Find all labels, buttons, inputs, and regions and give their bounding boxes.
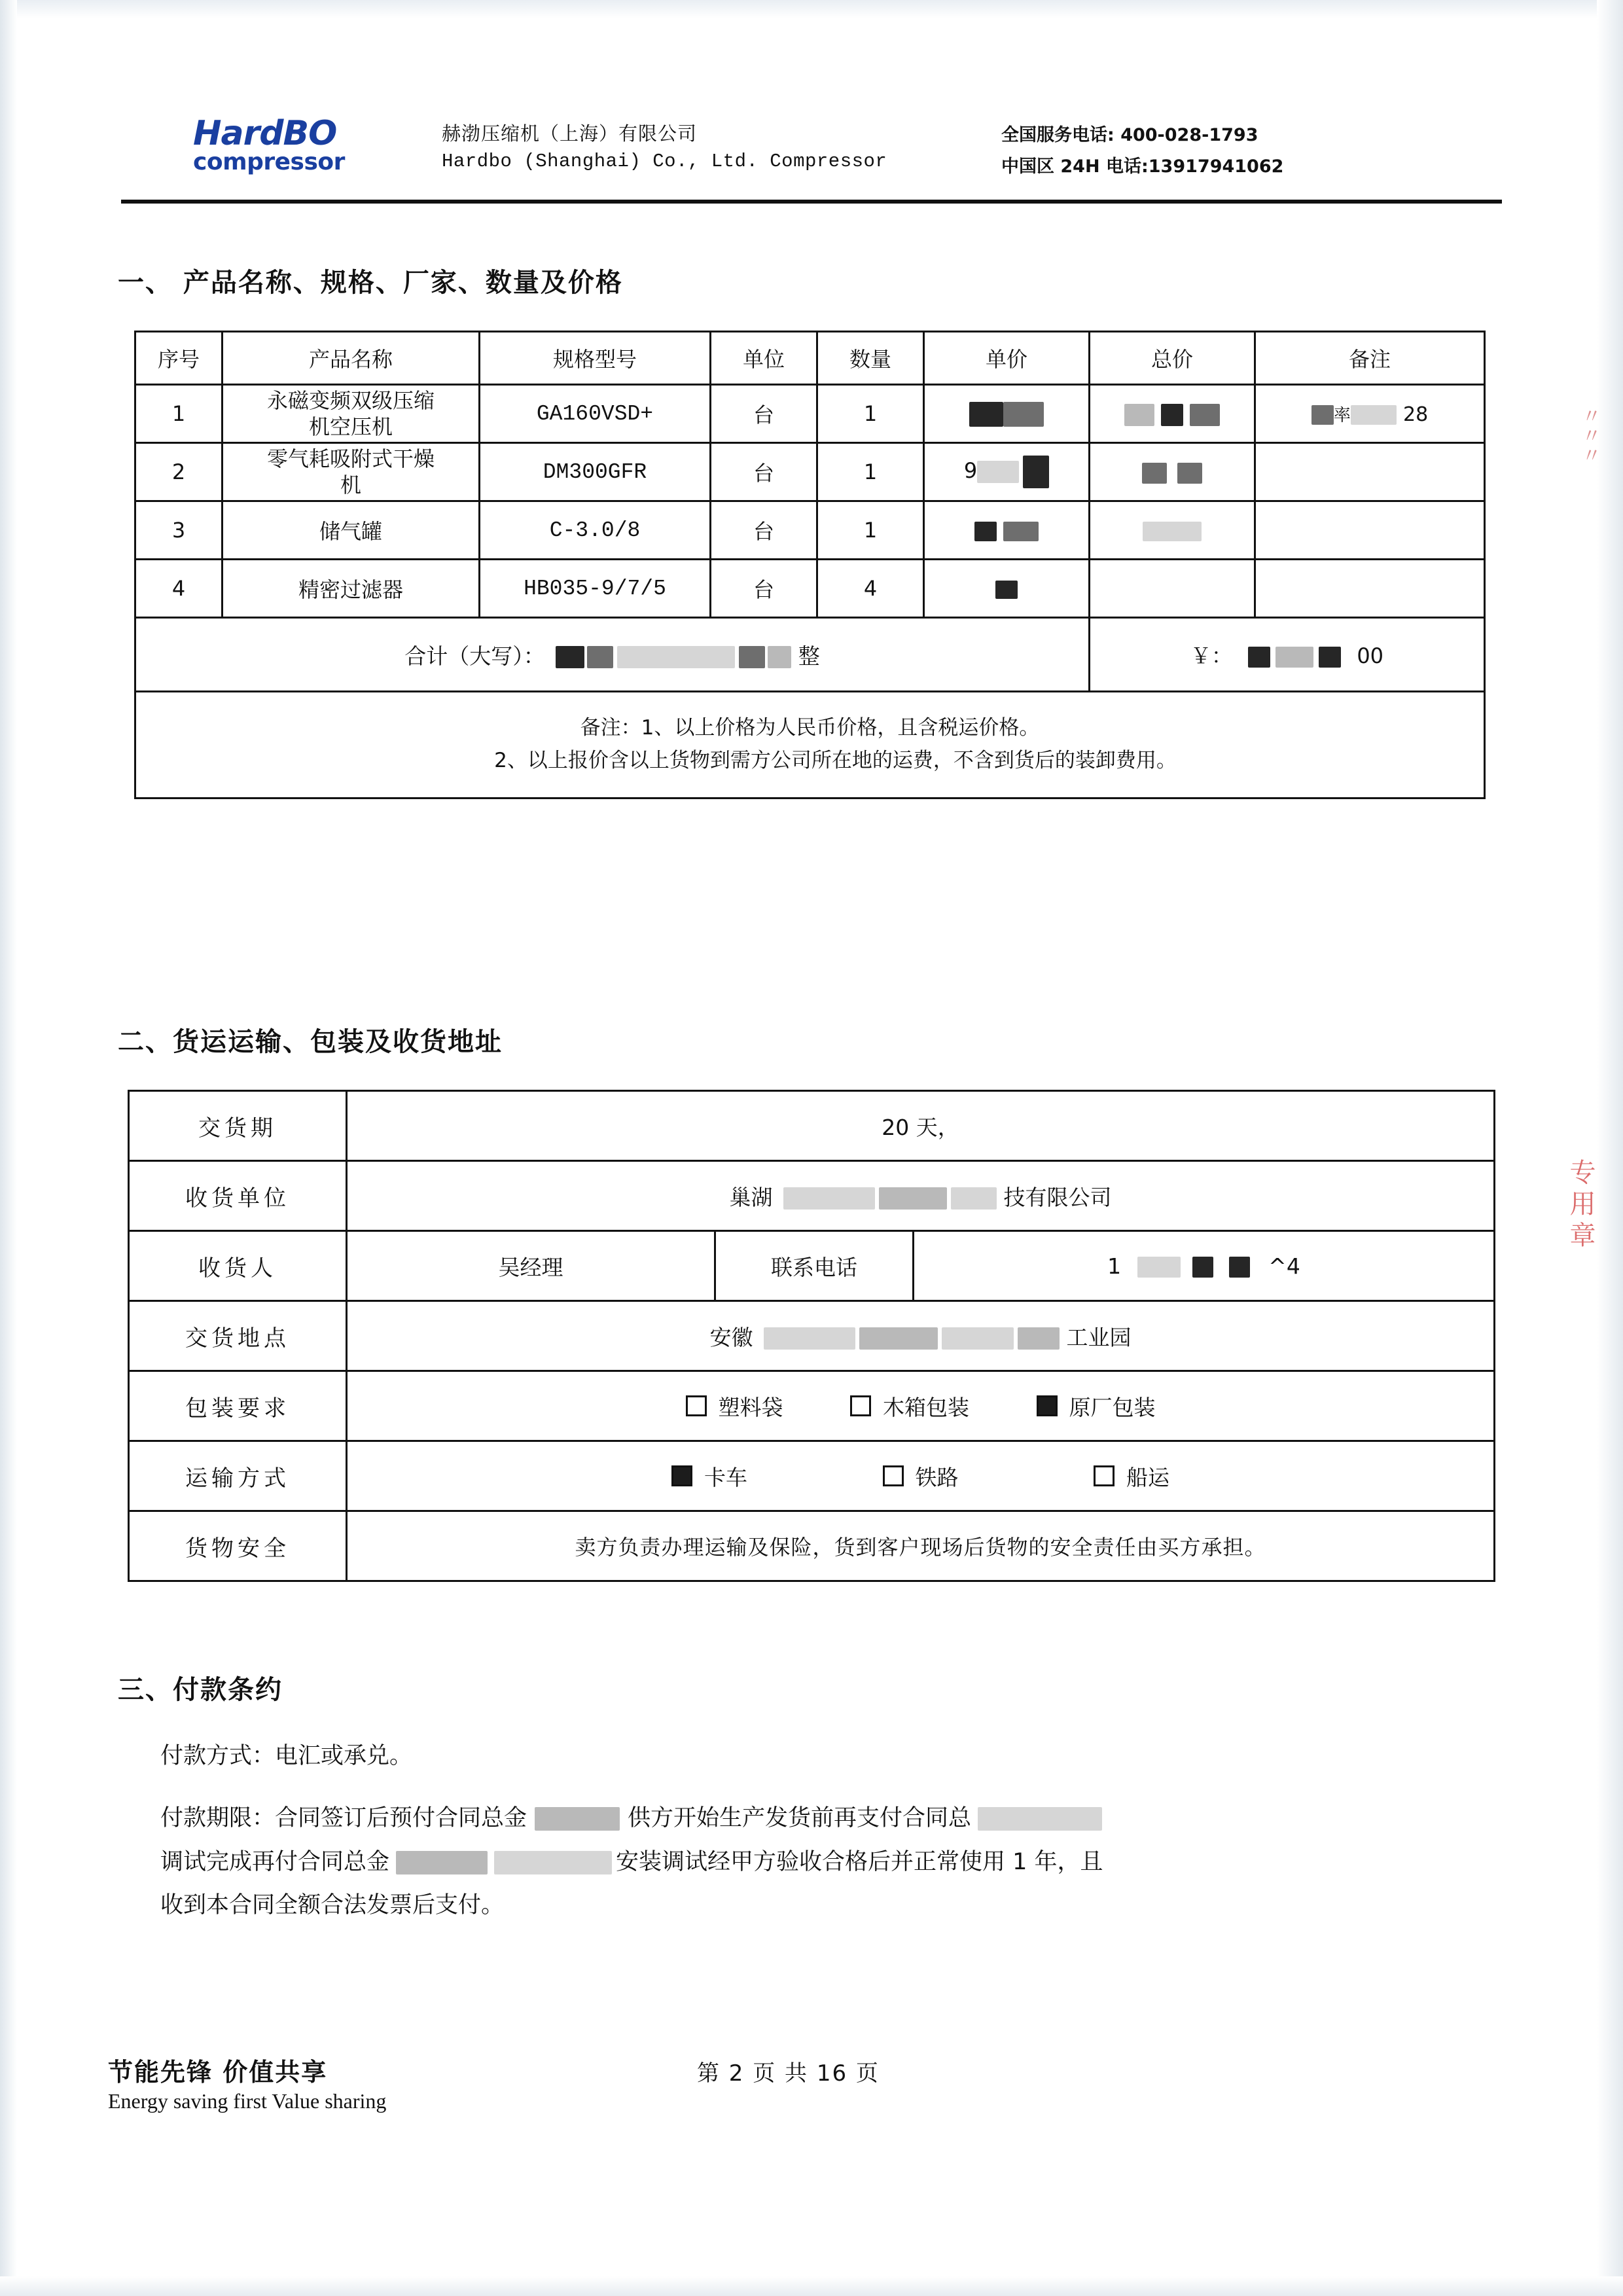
cell-price-text: 9 (963, 458, 978, 483)
label-delivery-period: 交货期 (129, 1091, 347, 1161)
payment-term-part-3: 调试完成再付合同总金 (160, 1848, 390, 1875)
cell-model: GA160VSD+ (480, 385, 711, 443)
cell-price-redacted (924, 501, 1090, 560)
consignee-unit-suffix: 技有限公司 (1003, 1184, 1112, 1210)
table-row-transport (129, 1441, 1495, 1511)
cell-total-redacted (1090, 560, 1255, 618)
table-notes (135, 692, 1485, 798)
currency-suffix: 00 (1357, 643, 1384, 668)
cell-qty: 4 (817, 560, 924, 618)
cell-unit: 台 (711, 443, 817, 501)
cell-remark (1255, 501, 1485, 560)
scan-edge-bottom (0, 2276, 1623, 2296)
note-line-1: 备注：1、以上价格为人民币价格，且含税运价格。 (580, 716, 1040, 740)
address-suffix: 工业园 (1066, 1324, 1132, 1350)
cell-total-redacted (1090, 443, 1255, 501)
col-header-unit: 单位 (711, 332, 817, 385)
sum-label: 合计（大写）： (404, 643, 545, 669)
label-packing: 包装要求 (129, 1371, 347, 1441)
table-row-consignee-unit (129, 1161, 1495, 1231)
cell-no: 3 (135, 501, 223, 560)
packing-option-plastic-bag[interactable] (686, 1391, 783, 1422)
footer-slogan-en: Energy saving first Value sharing (108, 2089, 387, 2113)
value-transport (347, 1441, 1495, 1511)
company-name-en: Hardbo (Shanghai) Co., Ltd. Compressor (442, 151, 887, 172)
col-header-no: 序号 (135, 332, 223, 385)
consignee-unit-prefix: 巢湖 (729, 1184, 773, 1210)
label-phone: 联系电话 (715, 1231, 914, 1301)
cell-no: 2 (135, 443, 223, 501)
scan-edge-left (0, 0, 17, 2296)
label-transport: 运输方式 (129, 1441, 347, 1511)
cell-total-redacted (1090, 501, 1255, 560)
table-row (135, 443, 1485, 501)
cell-qty: 1 (817, 385, 924, 443)
section-1-title: 一、 产品名称、规格、厂家、数量及价格 (118, 268, 623, 298)
cell-unit: 台 (711, 385, 817, 443)
cell-total-redacted (1090, 385, 1255, 443)
section-2-title: 二、货运运输、包装及收货地址 (118, 1027, 503, 1057)
section-3-title: 三、付款条约 (118, 1675, 283, 1705)
value-consignee-unit (347, 1161, 1495, 1231)
logo-line-1: HardBO (193, 114, 337, 153)
value-address (347, 1301, 1495, 1371)
checkbox-icon[interactable] (850, 1395, 871, 1416)
hotline-24h: 中国区 24H 电话:13917941062 (1001, 156, 1284, 177)
payment-term-part-1: 付款期限：合同签订后预付合同总金 (160, 1805, 527, 1831)
transport-option-label: 船运 (1126, 1464, 1169, 1490)
payment-term-part-5: 收到本合同全额合法发票后支付。 (160, 1892, 505, 1918)
stamp-edge-marks: 〃〃〃 (1578, 406, 1600, 465)
cell-no: 4 (135, 560, 223, 618)
cell-price-redacted (924, 385, 1090, 443)
table-row (135, 385, 1485, 443)
cell-unit: 台 (711, 560, 817, 618)
cell-remark (1255, 443, 1485, 501)
cell-model: DM300GFR (480, 443, 711, 501)
value-consignee: 吴经理 (347, 1231, 715, 1301)
transport-option-label: 铁路 (915, 1464, 959, 1490)
phone-prefix: 1 (1107, 1253, 1122, 1279)
payment-term-part-4: 安装调试经甲方验收合格后并正常使用 1 年，且 (616, 1848, 1103, 1875)
sum-suffix: 整 (798, 643, 820, 669)
payment-method: 付款方式：电汇或承兑。 (160, 1743, 413, 1769)
table-row-packing (129, 1371, 1495, 1441)
transport-option-truck[interactable] (671, 1461, 747, 1492)
payment-term-part-2: 供方开始生产发货前再支付合同总 (628, 1805, 972, 1831)
cell-price-redacted (924, 560, 1090, 618)
cell-model: C-3.0/8 (480, 501, 711, 560)
service-telephone: 全国服务电话: 400-028-1793 (1001, 125, 1258, 145)
currency-label: ￥： (1190, 643, 1232, 668)
checkbox-icon[interactable] (686, 1395, 707, 1416)
table-header-row (135, 332, 1485, 385)
table-row (135, 560, 1485, 618)
packing-option-original-factory[interactable] (1037, 1391, 1156, 1422)
cell-model: HB035-9/7/5 (480, 560, 711, 618)
table-row-consignee (129, 1231, 1495, 1301)
col-header-model: 规格型号 (480, 332, 711, 385)
table-row (135, 501, 1485, 560)
scan-edge-top (0, 0, 1623, 18)
packing-option-label: 木箱包装 (883, 1394, 969, 1420)
value-safety: 卖方负责办理运输及保险，货到客户现场后货物的安全责任由买方承担。 (347, 1511, 1495, 1581)
footer-slogan-cn: 节能先锋 价值共享 (108, 2058, 328, 2087)
checkbox-checked-icon[interactable] (1037, 1395, 1058, 1416)
document-header (121, 114, 1502, 195)
label-safety: 货物安全 (129, 1511, 347, 1581)
logistics-table (128, 1090, 1495, 1582)
cell-no: 1 (135, 385, 223, 443)
col-header-name: 产品名称 (223, 332, 480, 385)
company-name-cn: 赫渤压缩机（上海）有限公司 (442, 122, 698, 145)
hardbo-logo (193, 114, 429, 175)
transport-option-rail[interactable] (883, 1461, 959, 1492)
cell-name: 精密过滤器 (223, 560, 480, 618)
packing-option-label: 原厂包装 (1069, 1394, 1156, 1420)
sum-row (135, 618, 1485, 692)
header-divider (121, 200, 1502, 204)
company-stamp-fragment: 专用章 (1565, 1158, 1596, 1253)
packing-option-label: 塑料袋 (718, 1394, 783, 1420)
label-consignee-unit: 收货单位 (129, 1161, 347, 1231)
col-header-remark: 备注 (1255, 332, 1485, 385)
col-header-total: 总价 (1090, 332, 1255, 385)
cell-name: 永磁变频双级压缩 机空压机 (223, 385, 480, 443)
sum-amount-figures (1090, 618, 1485, 692)
cell-name: 储气罐 (223, 501, 480, 560)
value-packing (347, 1371, 1495, 1441)
cell-name: 零气耗吸附式干燥 机 (223, 443, 480, 501)
phone-suffix: ^4 (1268, 1253, 1300, 1279)
cell-qty: 1 (817, 501, 924, 560)
packing-option-wooden-case[interactable] (850, 1391, 969, 1422)
logo-line-2: compressor (193, 149, 345, 175)
label-address: 交货地点 (129, 1301, 347, 1371)
checkbox-checked-icon[interactable] (671, 1465, 692, 1486)
col-header-price: 单价 (924, 332, 1090, 385)
scan-edge-right (1597, 0, 1623, 2296)
transport-option-label: 卡车 (704, 1464, 747, 1490)
page-number: 第 2 页 共 16 页 (697, 2060, 880, 2087)
cell-unit: 台 (711, 501, 817, 560)
value-phone (914, 1231, 1495, 1301)
product-table (134, 331, 1486, 799)
cell-qty: 1 (817, 443, 924, 501)
label-consignee: 收货人 (129, 1231, 347, 1301)
table-row-delivery-period (129, 1091, 1495, 1161)
note-line-2: 2、以上报价含以上货物到需方公司所在地的运费，不含到货后的装卸费用。 (494, 749, 1177, 772)
col-header-qty: 数量 (817, 332, 924, 385)
sum-amount-words (135, 618, 1090, 692)
cell-price-redacted (924, 443, 1090, 501)
transport-option-ship[interactable] (1094, 1461, 1169, 1492)
cell-remark: 率 28 (1255, 385, 1485, 443)
cell-remark (1255, 560, 1485, 618)
payment-terms (160, 1797, 1495, 1928)
checkbox-icon[interactable] (1094, 1465, 1115, 1486)
checkbox-icon[interactable] (883, 1465, 904, 1486)
table-row-safety (129, 1511, 1495, 1581)
note-row (135, 692, 1485, 798)
value-delivery-period: 20 天， (347, 1091, 1495, 1161)
table-row-address (129, 1301, 1495, 1371)
address-prefix: 安徽 (709, 1324, 753, 1350)
